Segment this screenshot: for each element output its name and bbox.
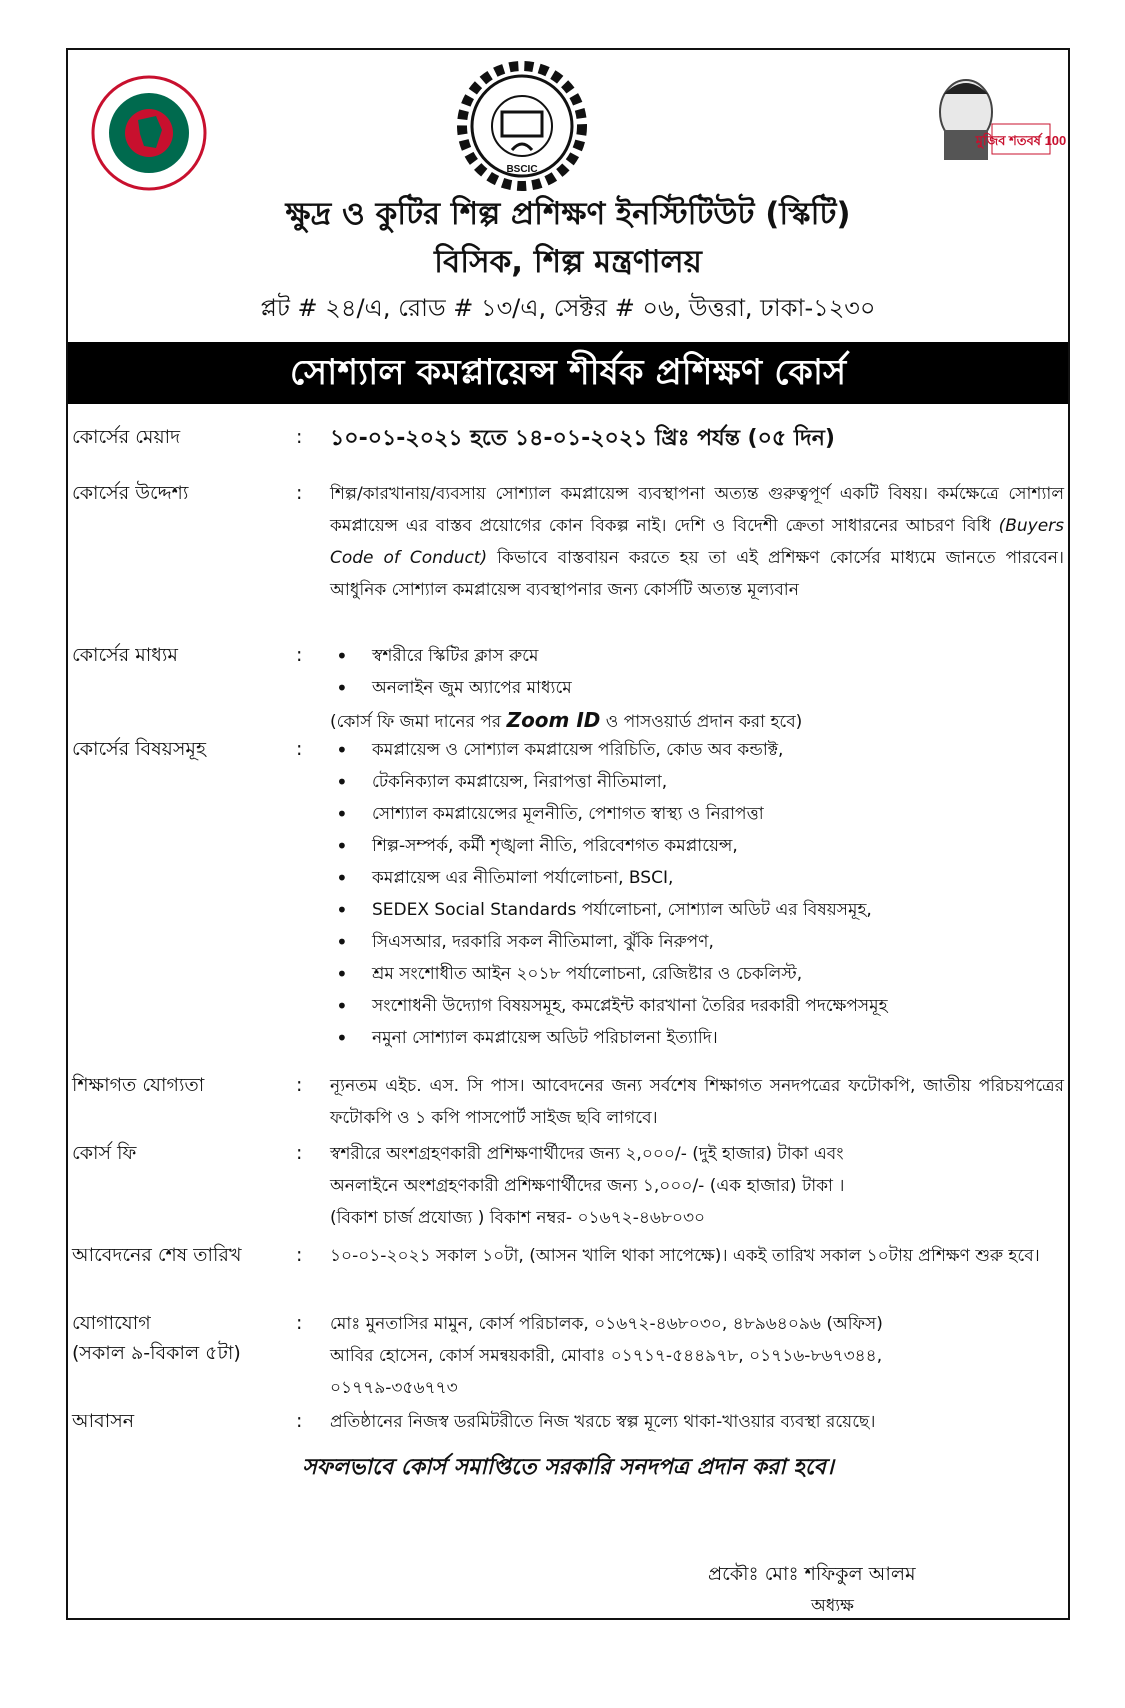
medium-note-part2: ও পাসওয়ার্ড প্রদান করা হবে) xyxy=(600,712,803,732)
contact-line: ০১৭৭৯-৩৫৬৭৭৩ xyxy=(330,1378,458,1398)
list-item: • SEDEX Social Standards পর্যালোচনা, সোশ্যাল অডিট এর বিষয়সমূহ, xyxy=(330,894,1064,926)
accommodation-value: প্রতিষ্ঠানের নিজস্ব ডরমিটরীতে নিজ খরচে স্বল্প মূল্যে থাকা-খাওয়ার ব্যবস্থা রয়েছে। xyxy=(330,1412,876,1432)
topics-value xyxy=(330,734,1064,1054)
qualification-label: শিক্ষাগত যোগ্যতা xyxy=(72,1074,205,1096)
colon: : xyxy=(296,1244,303,1266)
contact-hours: (সকাল ৯-বিকাল ৫টা) xyxy=(72,1342,241,1364)
objective-text-part2: কিভাবে বাস্তবায়ন করতে হয় তা এই প্রশিক্ষণ কোর্সের মাধ্যমে জানতে পারবেন। আধুনিক সোশ্যাল কমপ্লায়েন্স ব্যবস্থাপনার জন্য কোর্সটি অত্যন্ত মূল্যবান xyxy=(330,548,1064,600)
colon: : xyxy=(296,1142,303,1164)
list-item: • সিএসআর, দরকারি সকল নীতিমালা, ঝুঁকি নিরুপণ, xyxy=(330,926,1064,958)
contact-label xyxy=(72,1308,282,1368)
list-item: • শিল্প-সম্পর্ক, কর্মী শৃঙ্খলা নীতি, পরিবেশগত কমপ্লায়েন্স, xyxy=(330,830,1064,862)
objective-text-part1: শিল্প/কারখানায়/ব্যবসায় সোশ্যাল কমপ্লায়েন্স ব্যবস্থাপনা অত্যন্ত গুরুত্বপূর্ণ একটি বিষয়। কর্মক্ষেত্রে সোশ্যাল কমপ্লায়েন্স এর বাস্তব প্রয়োগের কোন বিকল্প নাই। দেশি ও বিদেশী ক্রেতা সাধারনের আচরণ বিধি xyxy=(330,484,1064,536)
signatory-name: প্রকৌঃ মোঃ শফিকুল আলম xyxy=(708,1563,916,1585)
topics-list xyxy=(330,734,1064,1054)
colon: : xyxy=(296,482,303,504)
notice-frame xyxy=(66,48,1070,1620)
duration-value: ১০-০১-২০২১ হতে ১৪-০১-২০২১ খ্রিঃ পর্যন্ত (০৫ দিন) xyxy=(330,426,835,451)
list-item: • নমুনা সোশ্যাল কমপ্লায়েন্স অডিট পরিচালনা ইত্যাদি। xyxy=(330,1022,1064,1054)
deadline-label: আবেদনের শেষ তারিখ xyxy=(72,1244,242,1266)
signatory-title: অধ্যক্ষ xyxy=(811,1596,854,1616)
topics-label: কোর্সের বিষয়সমূহ xyxy=(72,738,206,760)
duration-label: কোর্সের মেয়াদ xyxy=(72,426,181,448)
qualification-value: ন্যূনতম এইচ. এস. সি পাস। আবেদনের জন্য সর্বশেষ শিক্ষাগত সনদপত্রের ফটোকপি, জাতীয় পরিচয়পত্রের ফটোকপি ও ১ কপি পাসপোর্ট সাইজ ছবি লাগবে। xyxy=(330,1076,1064,1128)
fee-line: স্বশরীরে অংশগ্রহণকারী প্রশিক্ষণার্থীদের জন্য ২,০০০/- (দুই হাজার) টাকা এবং xyxy=(330,1144,844,1164)
fee-value xyxy=(330,1138,1064,1234)
objective-label: কোর্সের উদ্দেশ্য xyxy=(72,482,189,504)
zoom-id-text: Zoom ID xyxy=(506,708,601,732)
objective-text-italic: (Buyers Code of Conduct) xyxy=(330,516,1064,568)
mujib-100-logo-text: মুজিব শতবর্ষ 100 xyxy=(975,133,1067,148)
colon: : xyxy=(296,1312,303,1334)
fee-line: (বিকাশ চার্জ প্রযোজ্য ) বিকাশ নম্বর- ০১৬৭২-৪৬৮০৩০ xyxy=(330,1208,706,1228)
list-item: • কমপ্লায়েন্স ও সোশ্যাল কমপ্লায়েন্স পরিচিতি, কোড অব কন্ডাক্ট, xyxy=(330,734,1064,766)
colon: : xyxy=(296,1074,303,1096)
bscic-gear-logo xyxy=(456,60,588,192)
medium-label: কোর্সের মাধ্যম xyxy=(72,644,178,666)
government-seal-logo xyxy=(90,74,208,192)
medium-list xyxy=(330,640,1064,704)
institute-address: প্লট # ২৪/এ, রোড # ১৩/এ, সেক্টর # ০৬, উত্তরা, ঢাকা-১২৩০ xyxy=(260,294,876,322)
list-item: • সংশোধনী উদ্যোগ বিষয়সমূহ, কমপ্লেইন্ট কারখানা তৈরির দরকারী পদক্ষেপসমূহ xyxy=(330,990,1064,1022)
accommodation-label: আবাসন xyxy=(72,1410,135,1432)
list-item: • স্বশরীরে স্কিটির ক্লাস রুমে xyxy=(330,640,1064,672)
contact-value xyxy=(330,1308,1064,1404)
medium-note-part1: (কোর্স ফি জমা দানের পর xyxy=(330,712,507,732)
list-item: • শ্রম সংশোধীত আইন ২০১৮ পর্যালোচনা, রেজিষ্টার ও চেকলিস্ট, xyxy=(330,958,1064,990)
deadline-value: ১০-০১-২০২১ সকাল ১০টা, (আসন খালি থাকা সাপেক্ষে)। একই তারিখ সকাল ১০টায় প্রশিক্ষণ শুরু হবে। xyxy=(330,1246,1040,1266)
colon: : xyxy=(296,1410,303,1432)
medium-value xyxy=(330,640,1064,738)
contact-line: মোঃ মুনতাসির মামুন, কোর্স পরিচালক, ০১৬৭২-৪৬৮০৩০, ৪৮৯৬৪০৯৬ (অফিস) xyxy=(330,1314,883,1334)
institute-name: ক্ষুদ্র ও কুটির শিল্প প্রশিক্ষণ ইনস্টিটিউট (স্কিটি) xyxy=(285,196,851,232)
course-title-banner: সোশ্যাল কমপ্লায়েন্স শীর্ষক প্রশিক্ষণ কোর্স xyxy=(68,342,1068,404)
fee-line: অনলাইনে অংশগ্রহণকারী প্রশিক্ষণার্থীদের জন্য ১,০০০/- (এক হাজার) টাকা । xyxy=(330,1176,845,1196)
mujib-100-logo xyxy=(904,64,1067,164)
objective-value xyxy=(330,478,1064,606)
closing-statement: সফলভাবে কোর্স সমাপ্তিতে সরকারি সনদপত্র প্রদান করা হবে। xyxy=(302,1455,834,1480)
contact-line: আবির হোসেন, কোর্স সমন্বয়কারী, মোবাঃ ০১৭১৭-৫৪৪৯৭৮, ০১৭১৬-৮৬৭৩৪৪, xyxy=(330,1346,883,1366)
medium-note xyxy=(330,704,1064,738)
list-item: • অনলাইন জুম অ্যাপের মাধ্যমে xyxy=(330,672,1064,704)
list-item: • সোশ্যাল কমপ্লায়েন্সের মূলনীতি, পেশাগত স্বাস্থ্য ও নিরাপত্তা xyxy=(330,798,1064,830)
colon: : xyxy=(296,644,303,666)
bscic-logo-text: BSCIC xyxy=(506,164,538,175)
colon: : xyxy=(296,426,303,448)
contact-label-line: যোগাযোগ xyxy=(72,1312,151,1334)
list-item: • কমপ্লায়েন্স এর নীতিমালা পর্যালোচনা, BSCI, xyxy=(330,862,1064,894)
list-item: • টেকনিক্যাল কমপ্লায়েন্স, নিরাপত্তা নীতিমালা, xyxy=(330,766,1064,798)
notice-header xyxy=(68,50,1068,340)
colon: : xyxy=(296,738,303,760)
ministry-name: বিসিক, শিল্প মন্ত্রণালয় xyxy=(434,244,702,280)
fee-label: কোর্স ফি xyxy=(72,1142,137,1164)
